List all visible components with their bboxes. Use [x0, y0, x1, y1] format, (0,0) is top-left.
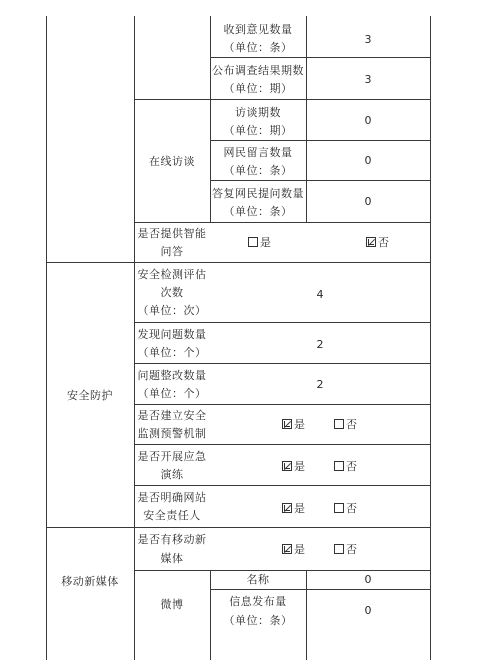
label-has-mobile-2: 媒体	[160, 552, 184, 565]
checkbox-checked-icon	[366, 237, 376, 247]
row-line	[46, 262, 430, 263]
unit-netizen-messages: （单位：条）	[223, 164, 293, 177]
row-line	[134, 322, 430, 323]
label-posts: 信息发布量	[229, 595, 287, 608]
label-warning-mechanism-2: 监测预警机制	[137, 427, 207, 440]
unit-assessments: （单位：次）	[137, 304, 207, 317]
value-name: 0	[364, 573, 372, 586]
row-line	[134, 404, 430, 405]
option-no[interactable]: 否	[334, 502, 357, 516]
checkbox-checked-icon	[282, 544, 292, 554]
label-survey-periods: 公布调查结果期数	[212, 64, 304, 77]
unit-posts: （单位：条）	[223, 614, 293, 627]
label-drills: 是否开展应急	[137, 450, 207, 463]
checkbox-empty-icon	[334, 461, 344, 471]
checkbox-empty-icon	[334, 544, 344, 554]
table-border-left	[46, 16, 47, 660]
row-line	[134, 444, 430, 445]
value-issues-found: 2	[316, 338, 324, 351]
label-warning-mechanism: 是否建立安全	[137, 409, 207, 422]
label-interview-periods: 访谈期数	[235, 106, 281, 119]
unit-survey-periods: （单位：期）	[223, 82, 293, 95]
label-online-interview: 在线访谈	[149, 155, 195, 168]
label-answered-questions: 答复网民提问数量	[212, 187, 304, 200]
row-line	[46, 527, 430, 528]
unit-answered-questions: （单位：条）	[223, 205, 293, 218]
row-line	[134, 485, 430, 486]
value-issues-fixed: 2	[316, 378, 324, 391]
option-yes[interactable]: 是	[282, 460, 305, 474]
label-received-opinions: 收到意见数量	[223, 23, 293, 36]
unit-issues-fixed: （单位：个）	[137, 387, 207, 400]
option-yes[interactable]: 是	[248, 236, 271, 250]
label-responsible-person: 是否明确网站	[137, 491, 207, 504]
label-netizen-messages: 网民留言数量	[223, 146, 293, 159]
option-no[interactable]: 否	[334, 460, 357, 474]
section-mobile: 移动新媒体	[61, 575, 119, 588]
row-line	[134, 363, 430, 364]
value-received-opinions: 3	[364, 33, 372, 46]
label-name: 名称	[246, 573, 270, 586]
value-survey-periods: 3	[364, 73, 372, 86]
label-assessments-2: 次数	[160, 286, 184, 299]
option-no[interactable]: 否	[334, 543, 357, 557]
value-assessments: 4	[316, 288, 324, 301]
value-netizen-messages: 0	[364, 154, 372, 167]
label-smart-qa-2: 问答	[160, 245, 184, 258]
row-line	[134, 222, 430, 223]
checkbox-checked-icon	[282, 419, 292, 429]
option-no[interactable]: 否	[366, 236, 389, 250]
option-no[interactable]: 否	[334, 418, 357, 432]
value-posts: 0	[364, 604, 372, 617]
unit-issues-found: （单位：个）	[137, 346, 207, 359]
label-issues-found: 发现问题数量	[137, 328, 207, 341]
checkbox-checked-icon	[282, 461, 292, 471]
label-weibo: 微博	[160, 598, 184, 611]
option-yes[interactable]: 是	[282, 418, 305, 432]
label-drills-2: 演练	[160, 468, 184, 481]
option-yes[interactable]: 是	[282, 543, 305, 557]
table-border-right	[430, 16, 431, 660]
label-issues-fixed: 问题整改数量	[137, 369, 207, 382]
value-interview-periods: 0	[364, 114, 372, 127]
value-answered-questions: 0	[364, 195, 372, 208]
label-responsible-person-2: 安全责任人	[143, 509, 201, 522]
checkbox-empty-icon	[334, 503, 344, 513]
label-has-mobile: 是否有移动新	[137, 533, 207, 546]
label-smart-qa: 是否提供智能	[137, 227, 207, 240]
row-line	[134, 99, 430, 100]
unit-received-opinions: （单位：条）	[223, 41, 293, 54]
label-assessments: 安全检测评估	[137, 268, 207, 281]
checkbox-empty-icon	[334, 419, 344, 429]
option-yes[interactable]: 是	[282, 502, 305, 516]
checkbox-empty-icon	[248, 237, 258, 247]
checkbox-checked-icon	[282, 503, 292, 513]
unit-interview-periods: （单位：期）	[223, 124, 293, 137]
section-security: 安全防护	[67, 389, 113, 402]
